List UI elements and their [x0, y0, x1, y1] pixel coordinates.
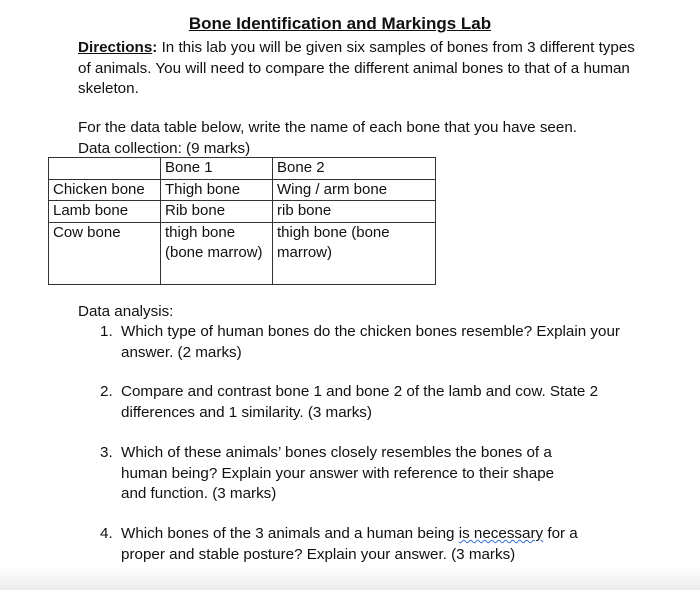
directions-text: In this lab you will be given six samples of bones from 3 different types of animals. You will need to compare the different animal bones to that of a human skeleton. [78, 39, 635, 97]
data-analysis-section [78, 302, 678, 563]
row-bone-2: Wing / arm bone [273, 179, 436, 201]
question-text: Which of these animals’ bones closely resembles the bones of a human being? Explain your answer with reference to their shape and function. (3 marks) [121, 444, 555, 502]
data-table [48, 157, 436, 285]
table-row [49, 201, 436, 223]
row-animal: Cow bone [49, 222, 161, 284]
instruction-line: For the data table below, write the name of each bone that you have seen. [78, 119, 577, 136]
row-bone-1: Thigh bone [161, 179, 273, 201]
row-animal: Lamb bone [49, 201, 161, 223]
question-text-end: for a proper and stable posture? Explain your answer. (3 marks) [121, 525, 578, 563]
table-row [49, 179, 436, 201]
question-number: 1. [100, 323, 113, 340]
directions-label: Directions [78, 39, 153, 56]
question-text [121, 524, 611, 565]
table-header-row [49, 158, 436, 180]
grammar-flagged-phrase: is necessary [458, 525, 544, 542]
question-number: 3. [100, 444, 113, 461]
page-bottom-shadow [0, 566, 700, 590]
question-number: 4. [100, 525, 113, 542]
question-text: Which type of human bones do the chicken bones resemble? Explain your answer. (2 marks) [121, 323, 620, 361]
question-number: 2. [100, 383, 113, 400]
row-bone-1: Rib bone [161, 201, 273, 223]
header-cell-bone-1: Bone 1 [161, 158, 273, 180]
directions-paragraph [78, 38, 638, 100]
row-bone-2: thigh bone (bone marrow) [273, 222, 436, 284]
table-instructions [78, 118, 678, 159]
data-collection-label: Data collection: (9 marks) [78, 139, 251, 157]
row-bone-2: rib bone [273, 201, 436, 223]
question-text-start: Which bones of the 3 animals and a human being [121, 525, 459, 542]
header-cell-bone-2: Bone 2 [273, 158, 436, 180]
header-cell-empty [49, 158, 161, 180]
directions-colon: : [152, 39, 158, 56]
table-row [49, 222, 436, 284]
row-bone-1: thigh bone (bone marrow) [161, 222, 273, 284]
page-title: Bone Identification and Markings Lab [188, 14, 492, 33]
analysis-heading: Data analysis: [78, 303, 174, 320]
question-text: Compare and contrast bone 1 and bone 2 of the lamb and cow. State 2 differences and 1 similarity. (3 marks) [121, 383, 599, 421]
row-animal: Chicken bone [49, 179, 161, 201]
